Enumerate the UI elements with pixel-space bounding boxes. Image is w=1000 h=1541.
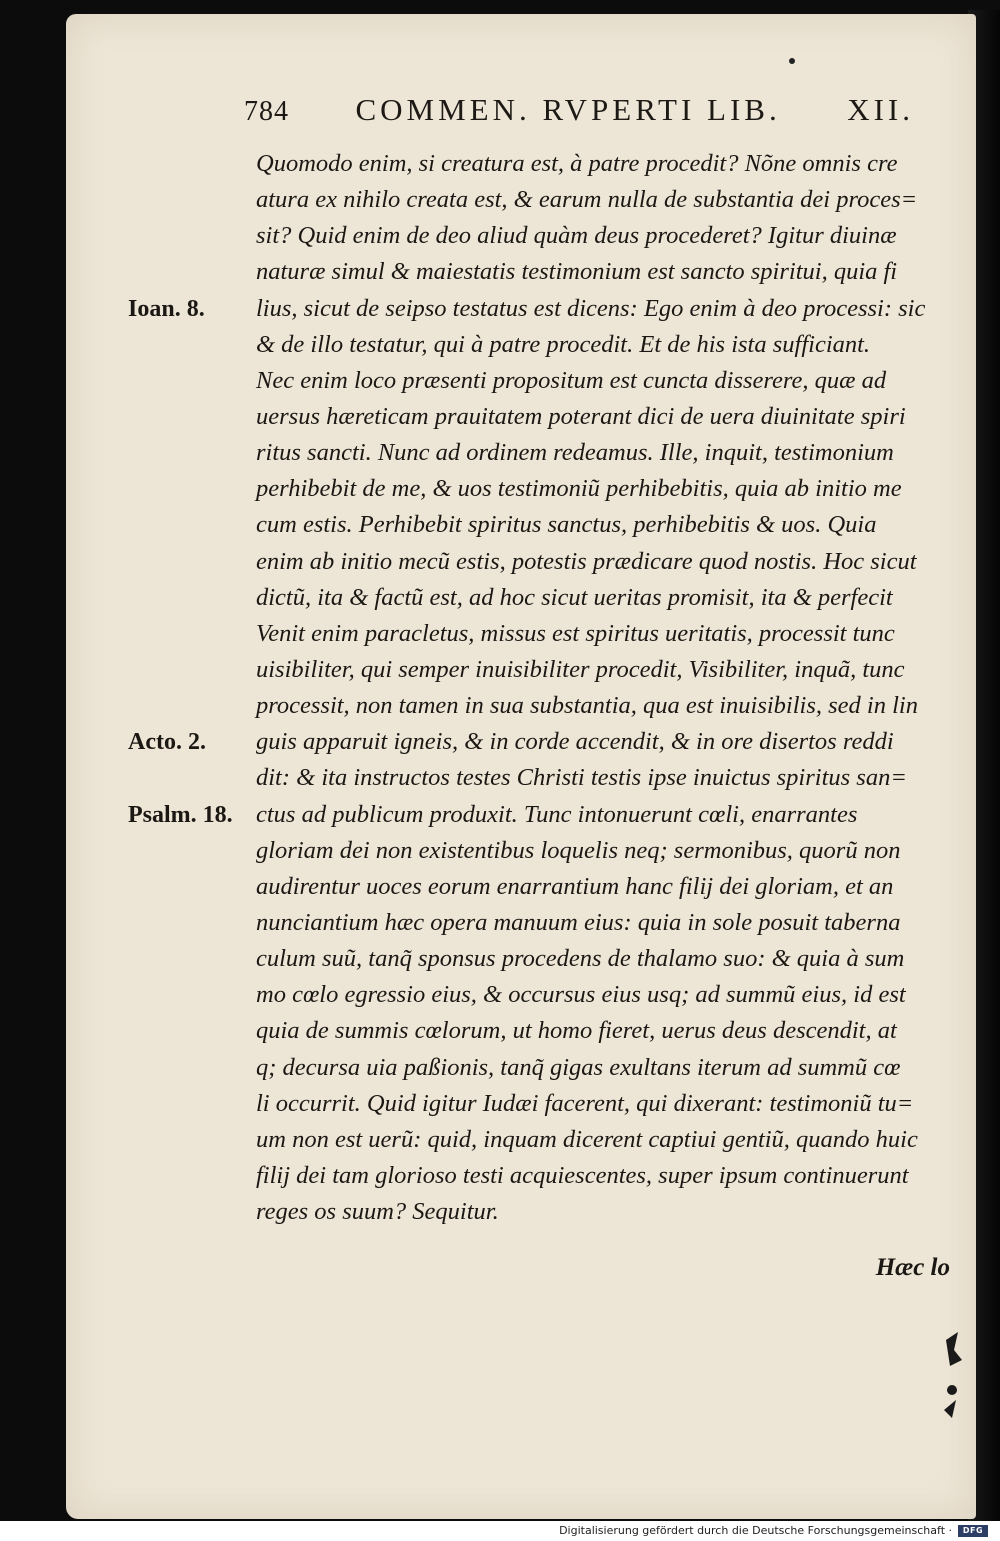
margin-note: Ioan. 8. xyxy=(128,295,205,322)
text-line: Nec enim loco præsenti propositum est cuncta disserere, quæ ad xyxy=(256,366,887,394)
text-line: lius, sicut de seipso testatus est dicens: Ego enim à deo processi: sic xyxy=(256,294,926,322)
text-line: um non est uerũ: quid, inquam dicerent captiui gentiũ, quando huic xyxy=(256,1125,918,1153)
text-line: culum suũ, tanq̃ sponsus procedens de thalamo suo: & quia à sum xyxy=(256,945,905,973)
text-line: sit? Quid enim de deo aliud quàm deus procederet? Igitur diuinæ xyxy=(256,222,897,250)
text-line: ritus sancti. Nunc ad ordinem redeamus. Ille, inquit, testimonium xyxy=(256,439,894,467)
text-line: mo cœlo egressio eius, & occursus eius usq; ad summũ eius, id est xyxy=(256,981,906,1009)
text-line: naturæ simul & maiestatis testimonium est sancto spiritui, quia fi xyxy=(256,258,898,286)
text-line: uersus hæreticam prauitatem poterant dici de uera diuinitate spiri xyxy=(256,402,906,430)
text-line: cum estis. Perhibebit spiritus sanctus, perhibebitis & uos. Quia xyxy=(256,511,877,539)
text-line: perhibebit de me, & uos testimoniũ perhibebitis, quia ab initio me xyxy=(256,475,902,503)
text-line: li occurrit. Quid igitur Iudæi facerent, qui dixerant: testimoniũ tu= xyxy=(256,1089,914,1117)
text-line: nunciantium hæc opera manuum eius: quia in sole posuit taberna xyxy=(256,908,901,936)
text-line: dictũ, ita & factũ est, ad hoc sicut ueritas promisit, ita & perfecit xyxy=(256,583,893,611)
text-line: dit: & ita instructos testes Christi testis ipse inuictus spiritus san= xyxy=(256,764,907,792)
text-line: reges os suum? Sequitur. xyxy=(256,1198,499,1226)
dfg-logo-icon: DFG xyxy=(958,1525,988,1537)
catchword: Hæc lo xyxy=(875,1254,950,1281)
text-line: guis apparuit igneis, & in corde accendit, & in ore disertos reddi xyxy=(256,728,894,756)
text-line: uisibiliter, qui semper inuisibiliter procedit, Visibiliter, inquã, tunc xyxy=(256,655,905,683)
text-line: ctus ad publicum produxit. Tunc intonuerunt cœli, enarrantes xyxy=(256,800,858,828)
text-line: atura ex nihilo creata est, & earum nulla de substantia dei proces= xyxy=(256,186,918,214)
text-line: gloriam dei non existentibus loquelis neq; sermonibus, quorũ non xyxy=(256,836,901,864)
text-line: quia de summis cœlorum, ut homo fieret, uerus deus descendit, at xyxy=(256,1017,897,1045)
text-line: q; decursa uia paßionis, tanq̃ gigas exultans iterum ad summũ cœ xyxy=(256,1053,901,1081)
page-damage-mark xyxy=(940,1330,966,1420)
text-line: Quomodo enim, si creatura est, à patre procedit? Nõne omnis cre xyxy=(256,150,898,177)
text-line: audirentur uoces eorum enarrantium hanc filij dei gloriam, et an xyxy=(256,872,894,900)
page-number: 784 xyxy=(244,96,289,127)
running-title: COMMEN. RVPERTI LIB. xyxy=(355,92,781,127)
text-line: enim ab initio mecũ estis, potestis prædicare quod nostis. Hoc sicut xyxy=(256,547,917,575)
digitization-footer xyxy=(0,1521,1000,1541)
text-line: processit, non tamen in sua substantia, qua est inuisibilis, sed in lin xyxy=(256,692,918,720)
running-header xyxy=(244,92,914,136)
text-line: Venit enim paracletus, missus est spiritus ueritatis, processit tunc xyxy=(256,619,895,647)
margin-note: Psalm. 18. xyxy=(128,801,233,828)
facing-page-bleed-top xyxy=(0,238,60,333)
text-line: & de illo testatur, qui à patre procedit. Et de his ista sufficiant. xyxy=(256,330,871,358)
footer-credit: Digitalisierung gefördert durch die Deutsche Forschungsgemeinschaft · xyxy=(559,1524,952,1537)
text-line: filij dei tam glorioso testi acquiescentes, super ipsum continuerunt xyxy=(256,1161,909,1189)
book-number: XII. xyxy=(847,92,914,127)
body-text xyxy=(256,146,956,1230)
ink-spot xyxy=(789,58,795,64)
margin-note: Acto. 2. xyxy=(128,729,206,756)
